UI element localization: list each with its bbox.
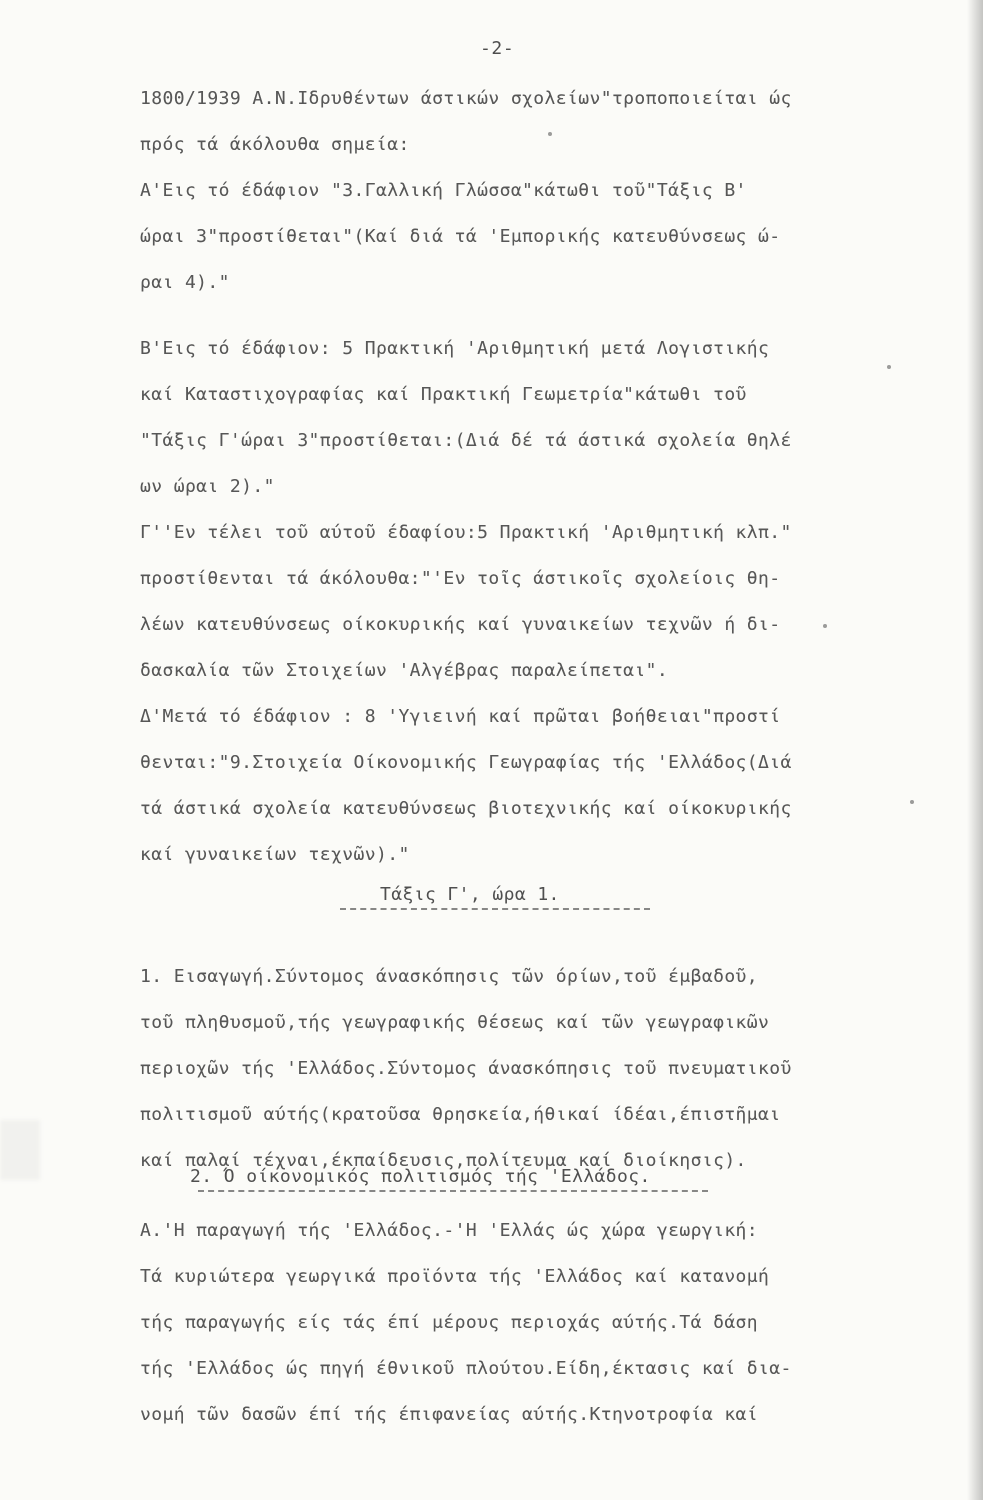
body-line-7: καί Καταστιχογραφίας καί Πρακτική Γεωμετρία"κάτωθι τοῦ [140,384,747,405]
ink-mark [548,132,552,136]
body-line-12: λέων κατευθύνσεως οίκοκυρικής καί γυναικείων τεχνῶν ή δι- [140,614,781,635]
final-line-3: τής παραγωγής είς τάς έπί μέρους περιοχάς αύτής.Τά δάση [140,1312,759,1333]
topic-line-5: καί παλαί τέχναι,έκπαίδευσις,πολίτευμα καί διοίκησις). [140,1150,747,1171]
section-number: 2. [190,1166,213,1187]
body-line-16: τά άστικά σχολεία κατευθύνσεως βιοτεχνικής καί οίκοκυρικής [140,798,792,819]
body-line-15: θενται:"9.Στοιχεία Οίκονομικής Γεωγραφίας τής 'Ελλάδος(Διά [140,752,792,773]
body-line-13: δασκαλία τῶν Στοιχείων 'Αλγέβρας παραλείπεται". [140,660,669,681]
section-title-row [190,1166,651,1187]
body-line-3: Α'Εις τό έδάφιον "3.Γαλλική Γλώσσα"κάτωθι τοῦ"Τάξις Β' [140,180,747,201]
final-line-2: Τά κυριώτερα γεωργικά προϊόντα τής 'Ελλάδος καί κατανομή [140,1266,770,1287]
body-line-5: ραι 4)." [140,272,230,293]
heading-underline [340,908,650,911]
body-line-17: καί γυναικείων τεχνῶν)." [140,844,410,865]
ink-mark [887,365,891,369]
topic-line-4: πολιτισμοῦ αύτής(κρατοῦσα θρησκεία,ήθικαί ίδέαι,έπιστῆμαι [140,1104,781,1125]
topic-line-1: 1. Εισαγωγή.Σύντομος άνασκόπησις τῶν όρίων,τοῦ έμβαδοῦ, [140,966,759,987]
body-line-10: Γ''Εν τέλει τοῦ αύτοῦ έδαφίου:5 Πρακτική 'Αριθμητική κλπ." [140,522,792,543]
section-underline [198,1190,708,1193]
page-number: -2- [480,38,515,59]
body-line-1: 1800/1939 A.N.Ιδρυθέντων άστικών σχολείων"τροποποιείται ώς [140,88,792,109]
ink-mark [823,624,827,628]
body-line-2: πρός τά άκόλουθα σημεία: [140,134,410,155]
body-line-9: ων ώραι 2)." [140,476,275,497]
final-line-4: τής 'Ελλάδος ώς πηγή έθνικοῦ πλούτου.Είδη,έκτασις καί δια- [140,1358,792,1379]
body-line-8: "Τάξις Γ'ώραι 3"προστίθεται:(Διά δέ τά άστικά σχολεία θηλέ [140,430,792,451]
final-line-1: Α.'Η παραγωγή τής 'Ελλάδος.-'Η 'Ελλάς ώς χώρα γεωργική: [140,1220,759,1241]
topic-line-3: περιοχῶν τής 'Ελλάδος.Σύντομος άνασκόπησις τοῦ πνευματικοῦ [140,1058,792,1079]
body-line-11: προστίθενται τά άκόλουθα:"'Εν τοῖς άστικοῖς σχολείοις θη- [140,568,781,589]
topic-line-2: τοῦ πληθυσμοῦ,τής γεωγραφικής θέσεως καί τῶν γεωγραφικῶν [140,1012,770,1033]
final-line-5: νομή τῶν δασῶν έπί τής έπιφανείας αύτής.Κτηνοτροφία καί [140,1404,759,1425]
class-hours-heading: Τάξις Γ', ώρα 1. [380,884,560,905]
ink-mark [910,800,914,804]
body-line-14: Δ'Μετά τό έδάφιον : 8 'Υγιεινή καί πρῶται βοήθειαι"προστί [140,706,781,727]
section-title: Ό οίκονομικός πολιτισμός τής 'Ελλάδος. [223,1166,651,1187]
body-line-6: Β'Εις τό έδάφιον: 5 Πρακτική 'Αριθμητική μετά Λογιστικής [140,338,770,359]
body-line-4: ώραι 3"προστίθεται"(Καί διά τά 'Εμπορικής κατευθύνσεως ώ- [140,226,781,247]
